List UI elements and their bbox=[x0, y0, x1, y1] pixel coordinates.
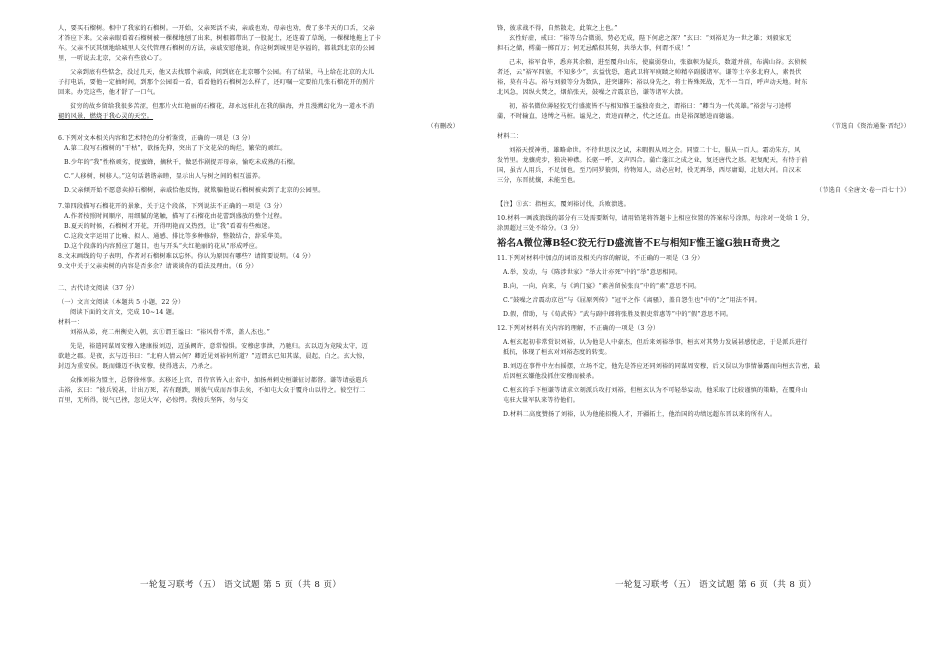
material-line: 玄性好虚，戒曰：“裕等乌合微弱，势必无成，陛下何虑之深？”玄曰：“刘裕足为一世之雄；刘毅家无 bbox=[509, 35, 792, 42]
material-line: 先是，裕遣同谋周安穆入建康报刘迈，迈虽阙许，意常惶惧。安穆虑事泄，乃驰归。玄以迈为竟陵太守，迈 bbox=[70, 343, 368, 350]
option-c: C.“人移树，树移人。”这句话谐谐亲睦，显示出人与树之间的相互滋养。 bbox=[64, 173, 265, 180]
page-footer: 一轮复习联考（五） 语文试题 第 6 页（共 8 页） bbox=[615, 580, 817, 590]
option-a: A.作者按照时间顺序，用细腻的笔触，描写了石榴花由花蕾到盛放的整个过程。 bbox=[64, 213, 287, 220]
source-note: （节选自《全唐文·卷一百七十》） bbox=[815, 187, 910, 194]
question-stem: 6.下列对文本相关内容和艺术特色的分析鉴赏，正确的一项是（3 分） bbox=[58, 135, 255, 142]
material-label: 材料二： bbox=[497, 133, 523, 140]
story-line: 回来。办完这些，他才舒了一口气。 bbox=[58, 89, 160, 96]
question-9: 9.文中关于父亲卖树的内容是否多余？请谈谈你的看法及理由。（6 分） bbox=[58, 263, 258, 270]
annotation-note: 【注】①玄：指桓玄，覆刘裕讨伐，兵败溃逃。 bbox=[497, 201, 631, 208]
option-a-cont: 抵抗，体现了桓玄对刘裕态度的转变。 bbox=[503, 349, 611, 356]
material-line: 己未，裕军食毕，悉弃其余粮，进至覆舟山东，使羸弱登山，张旗帜为疑兵，数道并前，布满山谷。玄侦候 bbox=[509, 59, 807, 66]
page-footer: 一轮复习联考（五） 语文试题 第 5 页（共 8 页） bbox=[140, 580, 342, 590]
question-7 bbox=[58, 198, 459, 252]
material-line: 刘裕天授神勇，雄略命世。不待世思汉之试，未暇假从周之会。同盟二十七，服从一百人。霜动朱方，风 bbox=[509, 147, 801, 154]
option-d: D.假，借助，与《荀武传》“武与副中郎将张胜及假吏常惠等”中的“假”意思不同。 bbox=[503, 311, 733, 318]
material-line: 击裕，玄曰：“彼兵锐甚，计出万死，若有蹉跌，则彼气成而吾事去矣，不如屯大众于覆舟山以待之。彼空行二 bbox=[58, 387, 366, 394]
story-text bbox=[58, 24, 459, 132]
sentence-sequence: 裕名A微位薄B轻C狡无行D盛流皆不E与相知F惟王谧G独H奇贵之 bbox=[497, 238, 781, 249]
material-line: 三分，东晋扰攘，未能至也。 bbox=[497, 177, 580, 184]
material-line: 欲趁之郡。是夜，玄与迈书曰：“北府人情云何？卿近见刘裕何所道？”迈谓玄已知其谋，晨起，白之。玄大惊， bbox=[58, 353, 369, 360]
subsection-title: （一）文言文阅读（本题共 5 小题，22 分） bbox=[58, 299, 185, 306]
material-line: 锋，彼求战不得，自然散走，此策之上也。” bbox=[497, 25, 618, 32]
option-d: D.这个段落的内容照应了题目，也与开头“火红艳丽的花从”形成呼应。 bbox=[64, 243, 262, 250]
section-title: 二、古代诗文阅读（37 分） bbox=[58, 285, 139, 292]
question-10-cont: 涂黑超过三处不给分。（3 分） bbox=[497, 225, 583, 232]
story-line-underlined: 贫穷的故乡留给我很多苦涩，但那片火红艳丽的石榴花，却永远驻扎在我的脑海，并且漫溯幻化为一道永不消 bbox=[70, 103, 375, 110]
story-line: 子打电话，要他一定抽时间，到那个公园看一看，看看他的石榴树怎么样了，还叮嘱一定要拍几张石榴花开的照片 bbox=[58, 79, 375, 86]
story-line-underlined: 褪的风景，燃烧于我心灵的天空。 bbox=[58, 113, 154, 120]
option-d: D.父亲倾开始不愿意卖掉石榴树，亲戚恰他反悔，就欺骗他说石榴树被卖到了北京的公园里。 bbox=[64, 187, 325, 194]
story-line: 人，要买石榴树。相中了我家的石榴树。一开始，父亲死活不卖，亲戚也劝，母亲也劝，费了多半天的口舌，父亲 bbox=[58, 25, 375, 32]
option-c: C.桓玄的手下桓谦等请求立刻派兵攻打刘裕，但桓玄认为不可轻举妄动，他采取了比较谨慎的策略，在覆舟山 bbox=[503, 387, 808, 394]
question-11 bbox=[497, 254, 910, 320]
material-line: 蒲，不时输直，逵缚之马桩。谧见之，责逵而释之，代之还直。由是裕深憾逵而德谧。 bbox=[497, 113, 738, 120]
question-10: 10.材料一画波浪线的部分有三处需要断句，请用铅笔将答题卡上相应位置的答案标号涂黑，每涂对一处给 1 分， bbox=[497, 215, 814, 222]
option-b: B.少年的“我”性格顽劣，捉蜜蜂，摘秋千，做恶作剧捉弄母亲，愉吃未成熟的石榴。 bbox=[64, 159, 300, 166]
material-line: 百里，无所得，锐气已挫，忽见大军，必惊愕。我按兵坚阵，勿与交 bbox=[58, 397, 249, 404]
option-c: C.这段文字运用了比喻、拟人、通感、排比等多种修辞，整散结合，辞采华美。 bbox=[64, 233, 287, 240]
option-a: A.第二段写石榴树的“干枯”，欲扬先抑，突出了下文花朵的绚烂，繁荣的顽红。 bbox=[64, 145, 287, 152]
question-6 bbox=[58, 134, 459, 196]
question-12 bbox=[497, 320, 910, 420]
option-a: A.桓玄起初非常赏识刘裕，认为他是人中豪杰，但后来刘裕举事，桓玄对其势力发展甚感忧虑，于是派兵进行 bbox=[503, 339, 808, 346]
question-8: 8.文末画线的句子表明，作者对石榴树难以忘怀。你认为原因有哪些？请简要说明。（4 分） bbox=[58, 253, 315, 260]
option-b-cont: 后因桓玄嫌他没抓住安穆而被杀。 bbox=[503, 373, 599, 380]
instruction: 阅读下面的文言文，完成 10~14 题。 bbox=[70, 309, 179, 316]
story-line: 父亲到底有些惦念，没过几天，他又去找那个亲戚，问到底在北京哪个公园。有了结果，马上给在北京的大儿 bbox=[70, 69, 375, 76]
option-b: B.夏天的时候，石榴树才开花，开得明艳而又热烈，让“我”看着有些痴迷。 bbox=[64, 223, 274, 230]
source-note: （节选自《资治通鉴·晋纪》） bbox=[828, 123, 910, 130]
option-c-cont: 屯驻大量军队来等待他们。 bbox=[503, 397, 580, 404]
material-line: 担石之储，樗蒲一掷百万；何无忌酷似其舅，共举大事，何谓不成！” bbox=[497, 45, 691, 52]
material-line: 北风急，因纵火焚之，烟焰张天，鼓噪之音震京邑，谦等诸军大溃。 bbox=[497, 89, 688, 96]
material-line: 国，虽古人用兵，不足加也。至乃同罗狼弭，待物知人，动必应时，役无再举，西尽庸蜀，北划大河。自汉末 bbox=[497, 167, 802, 174]
option-b: B.向，一向，向来，与《鸿门宴》“素善留侯张良”中的“素”意思不同。 bbox=[503, 283, 701, 290]
material-line-wavy: 初，裕名微位薄轻狡无行盛流皆不与相知惟王谧独奇贵之，谓裕曰：“卿当为一代英雄。”裕尝与刁逵樗 bbox=[509, 103, 792, 110]
material-label: 材料一： bbox=[58, 319, 84, 326]
option-d: D.材料二高度赞扬了刘裕，认为他能招揽人才，开疆拓土，他治国的功绩远超东晋以来的所有人。 bbox=[503, 411, 777, 418]
question-stem: 7.第四段描写石榴花开的景象，关于这个段落，下列说法不正确的一项是（3 分） bbox=[58, 203, 286, 210]
source-note: （有删改） bbox=[427, 123, 459, 130]
option-b: B.刘迈在事件中左右摇摆，立场不定，他先是答应还同刘裕的同谋周安穆，后又误以为事情暴露而向桓玄告密，最 bbox=[503, 363, 821, 370]
material-line: 刘裕从弟，亮二州衡史入朝，玄①谓王谧曰：“裕风骨不常，盖人杰也。” bbox=[70, 329, 270, 336]
question-stem: 11.下列对材料中加点的词语及相关内容的解说，不正确的一项是（3 分） bbox=[497, 255, 704, 262]
material-line: 众推刘裕为盟主，总督徐州事。玄移还上宫，召侍官皆入止省中，加扬州刺史桓谦征讨都督。谦等请亟遣兵 bbox=[70, 377, 368, 384]
story-line: 车。父亲不厌其烦地给城里人交代管理石榴树的方法，亲戚安慰他说，你这树到城里是享福的，都栽到北京的公园 bbox=[58, 45, 375, 52]
material-line: 裕，莫有斗志。裕与刘毅等分为数队，进突谦阵；裕以身先之，将士皆殊死战，无不一当百，呼声动天地。时东 bbox=[497, 79, 808, 86]
option-c: C.“鼓噪之音震动京邑”与《屈原列传》“冠平之作《离骚》，盖自怨生也”中的“之”用法不同。 bbox=[503, 297, 762, 304]
option-a: A.举，发动，与《陈涉世家》“举大计亦死”中的“举”意思相同。 bbox=[503, 269, 682, 276]
question-stem: 12.下列对材料有关内容的理解，不正确的一项是（3 分） bbox=[497, 325, 660, 332]
material-line: 封迈为重安侯。既而嫌迈不执安穆，使得逃去，乃杀之。 bbox=[58, 363, 217, 370]
material-line: 者还，云“裕军四塞，不知多少”，玄益忧恐，遣武卫将军庾赜之帅精卒副援诸军。谦等士卒多北府人，素畏伏 bbox=[497, 69, 802, 76]
material-line: 发竹里。龙骧虎步，独决神襟。长驱一呼，义声四合。蒲亡蓬江之成之业，复还唐代之基。祀复配天，有恃于前 bbox=[497, 157, 808, 164]
story-line: 里，一听说去北京，父亲有些放心了。 bbox=[58, 55, 166, 62]
story-line: 才答应下来。父亲亲眼看着石榴树被一棵棵地刨了出来，树根都带出了一股泥土，还连着了草绳，一棵棵地拖上了卡 bbox=[58, 35, 382, 42]
right-page bbox=[475, 0, 950, 672]
